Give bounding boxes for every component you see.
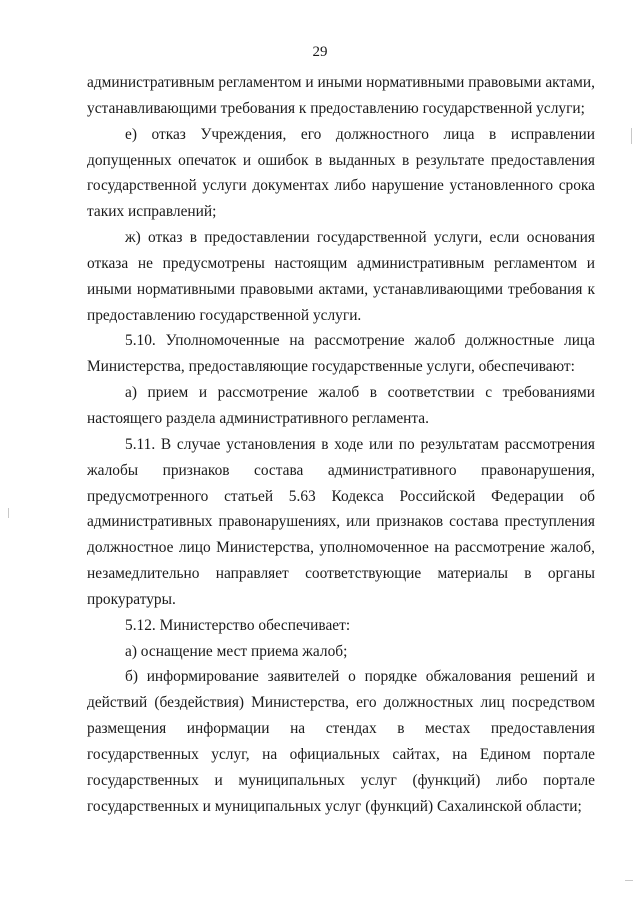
paragraph-5-12: 5.12. Министерство обеспечивает: bbox=[125, 616, 351, 634]
scan-mark-left bbox=[8, 508, 9, 518]
page-number: 29 bbox=[312, 44, 328, 60]
scan-mark-bottom-right bbox=[625, 880, 633, 881]
paragraph-item-a-5-10: а) прием и рассмотрение жалоб в соответствии с требованиями настоящего раздела административного регламента. bbox=[87, 384, 595, 427]
scan-mark-right bbox=[631, 128, 632, 144]
paragraph-item-b-5-12: б) информирование заявителей о порядке обжалования решений и действий (бездействия) Министерства, его должностных лиц посредством размещения информации на стендах в местах предоставления государственных услуг, на официальных сайтах, на Едином портале государственных и муниципальных услуг (функций) либо портале государственных и муниципальных услуг (функций) Сахалинской области; bbox=[87, 668, 595, 815]
paragraph-continuation: административным регламентом и иными нормативными правовыми актами, устанавливающими требования к предоставлению государственной услуги; bbox=[87, 74, 595, 117]
paragraph-item-zh: ж) отказ в предоставлении государственной услуги, если основания отказа не предусмотрены настоящим административным регламентом и иными нормативными правовыми актами, устанавливающими требования к предоставлению государственной услуги. bbox=[87, 229, 595, 324]
paragraph-item-e: е) отказ Учреждения, его должностного лица в исправлении допущенных опечаток и ошибок в выданных в результате предоставления государственной услуги документах либо нарушение установленного срока таких исправлений; bbox=[87, 125, 595, 221]
paragraph-5-11: 5.11. В случае установления в ходе или по результатам рассмотрения жалобы признаков состава административного правонарушения, предусмотренного статьей 5.63 Кодекса Российской Федерации об административных правонарушениях, или признаков состава преступления должностное лицо Министерства, уполномоченное на рассмотрение жалоб, незамедлительно направляет соответствующие материалы в органы прокуратуры. bbox=[87, 435, 595, 608]
paragraph-5-10: 5.10. Уполномоченные на рассмотрение жалоб должностные лица Министерства, предоставляющие государственные услуги, обеспечивают: bbox=[87, 332, 595, 376]
paragraph-item-a-5-12: а) оснащение мест приема жалоб; bbox=[125, 642, 348, 660]
document-body bbox=[87, 70, 595, 819]
